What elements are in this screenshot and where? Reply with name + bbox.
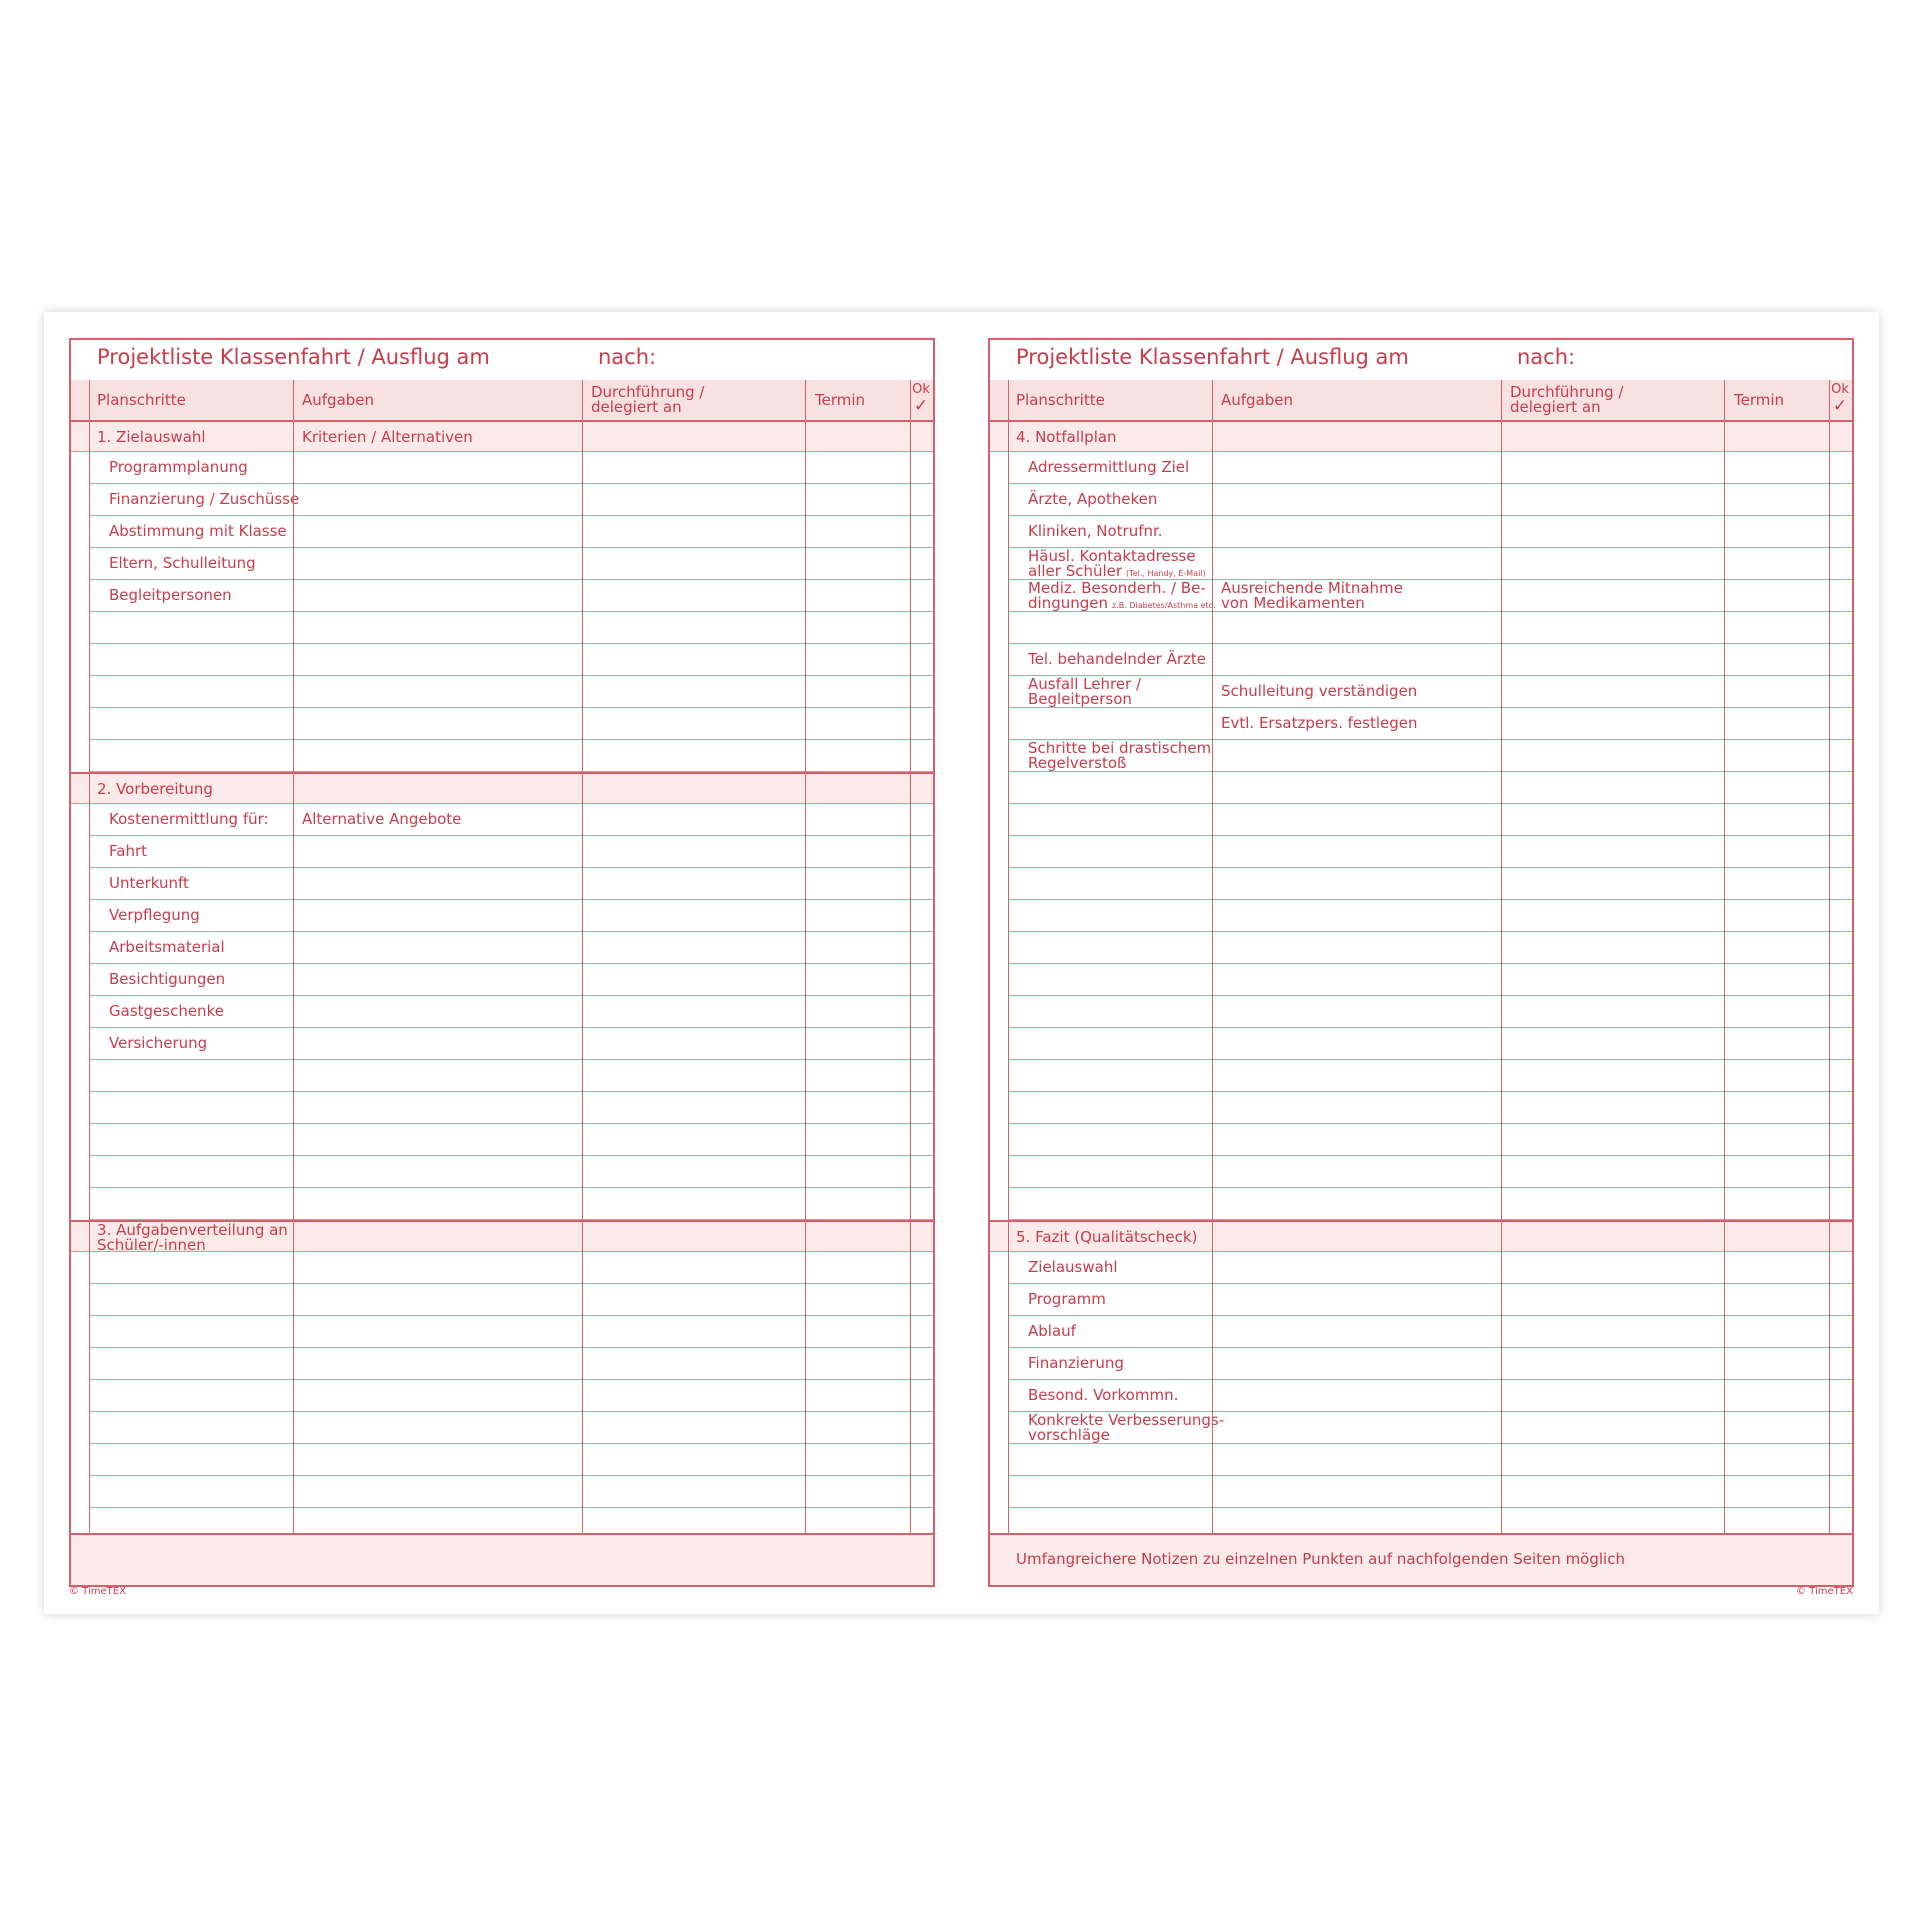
notes-strip xyxy=(71,1533,933,1585)
table-row xyxy=(1008,996,1852,1028)
planschritt-cell: Begleitpersonen xyxy=(109,586,232,604)
table-row xyxy=(1008,1284,1852,1316)
planschritt-cell: Besond. Vorkommn. xyxy=(1028,1386,1179,1404)
table-row xyxy=(89,1188,933,1220)
planschritt-line-2 xyxy=(97,1238,288,1253)
table-row xyxy=(89,1028,933,1060)
planschritt-cell xyxy=(1028,1413,1224,1444)
table-row xyxy=(1008,1252,1852,1284)
planschritt-cell xyxy=(1028,581,1216,612)
table-row xyxy=(1008,1444,1852,1476)
check-icon: ✓ xyxy=(913,396,929,416)
table-row xyxy=(1008,548,1852,580)
table-row xyxy=(89,932,933,964)
planschritt-cell: Programm xyxy=(1028,1290,1106,1308)
table-row xyxy=(89,804,933,836)
table-row xyxy=(89,548,933,580)
aufgabe-line-1: Ausreichende Mitnahme xyxy=(1221,579,1403,597)
header-durchfuehrung-1: Durchführung / xyxy=(1510,383,1624,401)
table-row xyxy=(89,1124,933,1156)
planschritt-line-2-text: vorschläge xyxy=(1028,1426,1110,1444)
planschritt-line-2 xyxy=(1028,756,1211,771)
planschritt-cell: 5. Fazit (Qualitätscheck) xyxy=(1016,1228,1198,1246)
planschritt-line-1: Schritte bei drastischem xyxy=(1028,739,1212,757)
header-aufgaben: Aufgaben xyxy=(1221,391,1294,409)
table-row xyxy=(89,1316,933,1348)
title-row xyxy=(990,340,1852,382)
planschritt-cell xyxy=(97,1223,288,1254)
header-planschritte: Planschritte xyxy=(97,391,186,409)
planschritt-cell: Besichtigungen xyxy=(109,970,226,988)
planschritt-cell: Versicherung xyxy=(109,1034,208,1052)
header-durchfuehrung-2: delegiert an xyxy=(591,398,682,416)
notes-hint: Umfangreichere Notizen zu einzelnen Punkten auf nachfolgenden Seiten möglich xyxy=(1016,1550,1625,1568)
planschritt-line-2-text: aller Schüler xyxy=(1028,562,1123,580)
check-icon: ✓ xyxy=(1832,396,1848,416)
planschritt-cell: Zielauswahl xyxy=(1028,1258,1118,1276)
planschritt-cell: Finanzierung xyxy=(1028,1354,1124,1372)
planschritt-line-1: Konkrekte Verbesserungs- xyxy=(1028,1411,1225,1429)
table-row xyxy=(89,868,933,900)
planschritt-cell: Finanzierung / Zuschüsse xyxy=(109,490,300,508)
planschritt-cell: Unterkunft xyxy=(109,874,189,892)
planschritt-line-2-text: dingungen xyxy=(1028,594,1108,612)
table-row xyxy=(1008,516,1852,548)
table-row xyxy=(1008,772,1852,804)
header-durchfuehrung-1: Durchführung / xyxy=(591,383,705,401)
aufgabe-cell: Alternative Angebote xyxy=(302,810,462,828)
table-row xyxy=(89,612,933,644)
table-row xyxy=(89,580,933,612)
table-row xyxy=(1008,964,1852,996)
planschritt-cell: Programmplanung xyxy=(109,458,248,476)
planschritt-cell: Eltern, Schulleitung xyxy=(109,554,256,572)
planschritt-cell xyxy=(1028,741,1211,772)
table-row xyxy=(89,836,933,868)
table-row xyxy=(89,1412,933,1444)
header-ok: Ok xyxy=(1831,382,1849,397)
header-durchfuehrung-2: delegiert an xyxy=(1510,398,1601,416)
table-row xyxy=(1008,836,1852,868)
table-row xyxy=(1008,804,1852,836)
table-row xyxy=(1008,1092,1852,1124)
planschritt-cell xyxy=(1028,549,1206,580)
planschritt-cell: Ärzte, Apotheken xyxy=(1028,490,1158,508)
planschritt-cell: Adressermittlung Ziel xyxy=(1028,458,1190,476)
table-row xyxy=(1008,644,1852,676)
aufgabe-cell: Schulleitung verständigen xyxy=(1221,682,1418,700)
col-divider xyxy=(582,380,583,1537)
col-divider xyxy=(1212,380,1213,1537)
table-row xyxy=(1008,932,1852,964)
table-row xyxy=(89,964,933,996)
title-row xyxy=(71,340,933,382)
table-row xyxy=(1008,1124,1852,1156)
table-row xyxy=(1008,676,1852,708)
col-divider xyxy=(910,380,911,1537)
table-header xyxy=(990,380,1852,422)
planschritt-cell: Ablauf xyxy=(1028,1322,1076,1340)
planschritt-cell: 1. Zielauswahl xyxy=(97,428,206,446)
left-page xyxy=(69,338,935,1587)
planschritt-cell: Tel. behandelnder Ärzte xyxy=(1028,650,1207,668)
planschritt-line-2-text: Begleitperson xyxy=(1028,690,1132,708)
page-title: Projektliste Klassenfahrt / Ausflug am xyxy=(1016,345,1409,369)
table-row xyxy=(89,1444,933,1476)
table-row xyxy=(89,676,933,708)
section-row xyxy=(990,1220,1852,1252)
planschritt-cell: Arbeitsmaterial xyxy=(109,938,225,956)
aufgabe-cell xyxy=(1221,581,1403,612)
planschritt-line-1: Ausfall Lehrer / xyxy=(1028,675,1142,693)
planschritt-hint: (Tel., Handy, E-Mail) xyxy=(1126,569,1206,578)
table-row xyxy=(1008,1316,1852,1348)
table-row xyxy=(1008,580,1852,612)
table-row xyxy=(89,1476,933,1508)
header-aufgaben: Aufgaben xyxy=(302,391,375,409)
table-row xyxy=(1008,708,1852,740)
table-row xyxy=(89,484,933,516)
section-row xyxy=(71,420,933,452)
planschritt-line-2-text: Regelverstoß xyxy=(1028,754,1127,772)
planschritt-line-2 xyxy=(1028,1428,1224,1443)
planschritt-cell: 2. Vorbereitung xyxy=(97,780,213,798)
table-row xyxy=(89,1092,933,1124)
planschritt-line-1: Häusl. Kontaktadresse xyxy=(1028,547,1196,565)
table-row xyxy=(1008,1188,1852,1220)
planschritt-hint: z.B. Diabetes/Asthma etc. xyxy=(1112,601,1216,610)
table-row xyxy=(1008,1156,1852,1188)
header-termin: Termin xyxy=(1734,391,1785,409)
header-termin: Termin xyxy=(815,391,866,409)
table-header xyxy=(71,380,933,422)
col-divider xyxy=(805,380,806,1537)
col-divider xyxy=(1829,380,1830,1537)
table-row xyxy=(89,452,933,484)
table-row xyxy=(1008,484,1852,516)
notes-strip xyxy=(990,1533,1852,1585)
table-row xyxy=(89,740,933,772)
table-row xyxy=(1008,452,1852,484)
planschritt-cell: Abstimmung mit Klasse xyxy=(109,522,287,540)
table-row xyxy=(1008,868,1852,900)
col-divider xyxy=(1501,380,1502,1537)
section-row xyxy=(990,420,1852,452)
header-planschritte: Planschritte xyxy=(1016,391,1105,409)
aufgabe-cell: Evtl. Ersatzpers. festlegen xyxy=(1221,714,1418,732)
header-ok: Ok xyxy=(912,382,930,397)
planschritt-cell: Gastgeschenke xyxy=(109,1002,224,1020)
table-row xyxy=(1008,1028,1852,1060)
table-row xyxy=(1008,1380,1852,1412)
table-row xyxy=(89,996,933,1028)
table-row xyxy=(1008,1060,1852,1092)
planschritt-line-1: Mediz. Besonderh. / Be- xyxy=(1028,579,1206,597)
planschritt-cell: Kliniken, Notrufnr. xyxy=(1028,522,1163,540)
table-row xyxy=(1008,740,1852,772)
table-row xyxy=(89,900,933,932)
copyright-right: © TimeTEX xyxy=(1796,1586,1853,1597)
table-row xyxy=(89,1060,933,1092)
copyright-left: © TimeTEX xyxy=(69,1586,126,1597)
table-row xyxy=(89,1380,933,1412)
table-row xyxy=(1008,900,1852,932)
table-row xyxy=(89,1156,933,1188)
section-row xyxy=(71,1220,933,1252)
table-row xyxy=(89,708,933,740)
planschritt-line-2-text: Schüler/-innen xyxy=(97,1236,206,1254)
col-divider xyxy=(1724,380,1725,1537)
aufgabe-cell: Kriterien / Alternativen xyxy=(302,428,473,446)
planschritt-line-2 xyxy=(1028,692,1141,707)
planschritt-cell xyxy=(1028,677,1141,708)
aufgabe-line-2: von Medikamenten xyxy=(1221,594,1365,612)
table-row xyxy=(89,516,933,548)
planschritt-line-1: 3. Aufgabenverteilung an xyxy=(97,1221,288,1239)
planschritt-cell: Fahrt xyxy=(109,842,147,860)
section-row xyxy=(71,772,933,804)
col-divider xyxy=(293,380,294,1537)
right-page xyxy=(988,338,1854,1587)
planschritt-cell: Kostenermittlung für: xyxy=(109,810,269,828)
destination-label: nach: xyxy=(1517,345,1576,369)
planschritt-line-2 xyxy=(1028,596,1216,613)
table-row xyxy=(1008,612,1852,644)
table-row xyxy=(1008,1476,1852,1508)
destination-label: nach: xyxy=(598,345,657,369)
table-row xyxy=(89,1348,933,1380)
table-row xyxy=(89,1284,933,1316)
table-row xyxy=(1008,1348,1852,1380)
page-title: Projektliste Klassenfahrt / Ausflug am xyxy=(97,345,490,369)
table-row xyxy=(1008,1412,1852,1444)
table-row xyxy=(89,1252,933,1284)
table-row xyxy=(89,644,933,676)
col-divider xyxy=(89,380,90,1537)
col-divider xyxy=(1008,380,1009,1537)
planschritt-cell: Verpflegung xyxy=(109,906,200,924)
planschritt-cell: 4. Notfallplan xyxy=(1016,428,1117,446)
